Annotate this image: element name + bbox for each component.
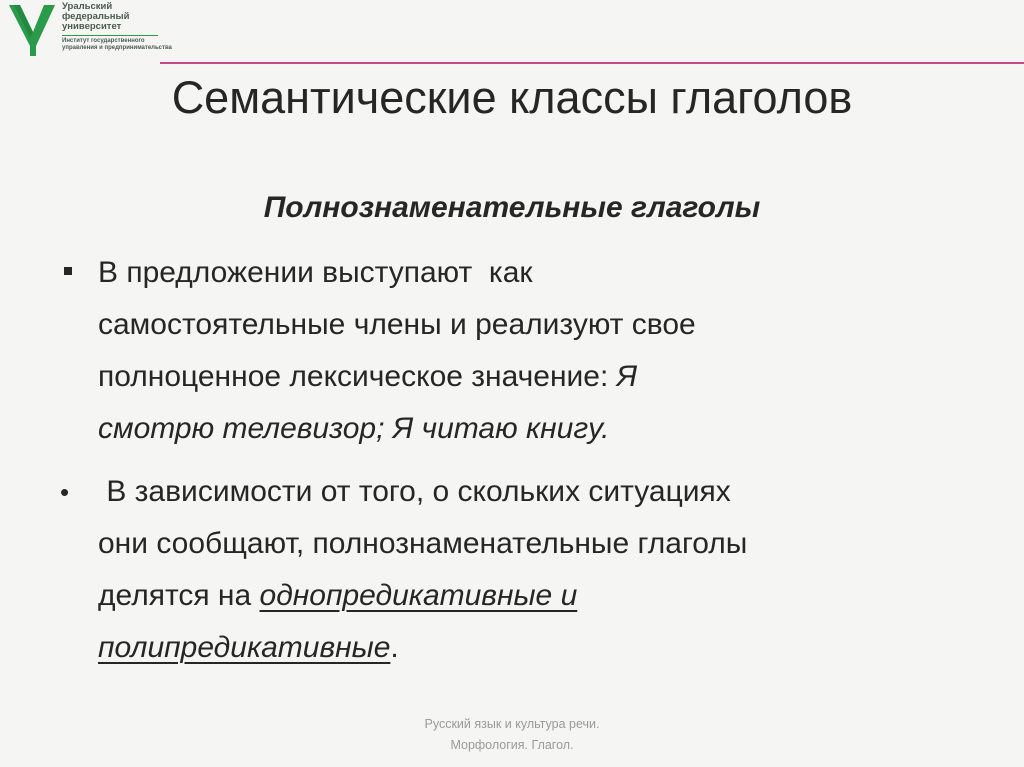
bullet-2-line-1: В зависимости от того, о скольких ситуациях bbox=[98, 475, 731, 508]
bullet-1-line-1: В предложении выступают как bbox=[98, 256, 533, 289]
bullet-2-line-3-text: делятся на bbox=[98, 579, 260, 612]
logo-line-1: Уральский bbox=[62, 1, 113, 12]
university-logo-icon bbox=[6, 2, 58, 58]
bullet-1-line-3 bbox=[98, 351, 998, 403]
logo-sub-line-1: Институт государственного bbox=[62, 38, 145, 44]
header-rule bbox=[160, 62, 1024, 64]
slide-title: Семантические классы глаголов bbox=[171, 72, 853, 123]
logo-text bbox=[62, 2, 262, 32]
bullet-2-line-2: они сообщают, полнознаменательные глаголы bbox=[98, 527, 748, 560]
footer-line-2: Морфология. Глагол. bbox=[450, 738, 574, 752]
footer-line-1: Русский язык и культура речи. bbox=[424, 717, 600, 731]
bullet-1-examples: смотрю телевизор; Я читаю книгу. bbox=[98, 412, 610, 445]
slide-footer bbox=[0, 714, 1024, 756]
logo-sub-line-2: управления и предпринимательства bbox=[62, 45, 172, 51]
term-polypredicative: полипредикативные bbox=[98, 631, 391, 664]
logo-subtitle bbox=[62, 38, 172, 52]
logo-line-2: федеральный bbox=[62, 11, 130, 22]
bullet-2-line-3 bbox=[98, 570, 998, 622]
slide-subtitle: Полнознаменательные глаголы bbox=[263, 191, 761, 224]
square-bullet-icon bbox=[64, 267, 72, 275]
logo-divider bbox=[62, 35, 158, 36]
term-monopredicative: однопредикативные и bbox=[259, 579, 578, 612]
bullet-2-line-4 bbox=[98, 622, 998, 674]
bullet-1-line-2: самостоятельные члены и реализуют свое bbox=[98, 308, 696, 341]
bullet-item-1 bbox=[98, 247, 998, 455]
bullet-item-2 bbox=[60, 466, 998, 674]
bullet-1-example-start: Я bbox=[616, 360, 638, 393]
bullet-2-line-4-end: . bbox=[390, 631, 399, 664]
bullet-1-line-3-text: полноценное лексическое значение: bbox=[98, 360, 617, 393]
round-bullet-icon: • bbox=[60, 477, 70, 507]
logo-line-3: университет bbox=[62, 21, 122, 32]
